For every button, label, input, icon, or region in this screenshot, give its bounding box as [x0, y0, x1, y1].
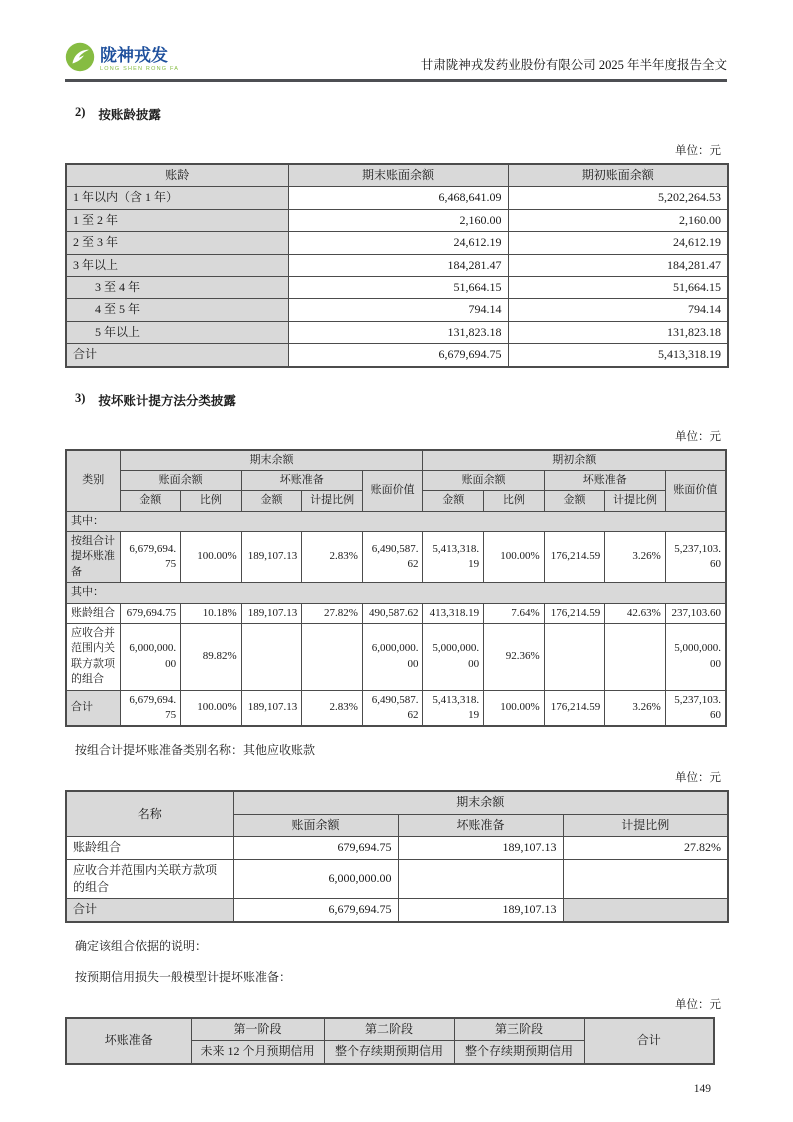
portfolio-table — [65, 790, 729, 922]
column-header: 第三阶段 — [454, 1018, 584, 1041]
table-row — [66, 532, 726, 583]
table-cell: 6,679,694.75 — [120, 532, 181, 583]
table-row — [66, 899, 728, 922]
logo-cn-text: 陇神戎发 — [100, 46, 168, 65]
logo-wordmark — [100, 47, 179, 72]
table-row — [66, 276, 728, 298]
portfolio-note: 按组合计提坏账准备类别名称：其他应收账款 — [75, 743, 316, 758]
column-header: 坏账准备 — [398, 814, 563, 836]
column-header: 整个存续期预期信用 — [454, 1041, 584, 1064]
table-row — [66, 232, 728, 254]
table-cell: 27.82% — [563, 837, 728, 859]
row-label: 3 年以上 — [66, 254, 288, 276]
table-cell: 679,694.75 — [233, 837, 398, 859]
column-header: 整个存续期预期信用 — [324, 1041, 454, 1064]
section-title: 按坏账计提方法分类披露 — [98, 393, 236, 408]
table-cell: 2,160.00 — [288, 209, 508, 231]
aging-table-body — [66, 187, 728, 367]
table-cell: 7.64% — [484, 603, 545, 623]
table-cell: 42.63% — [605, 603, 666, 623]
column-header: 未来 12 个月预期信用 — [191, 1041, 324, 1064]
column-header: 计提比例 — [563, 814, 728, 836]
section-number: 2) — [75, 105, 86, 119]
table-cell: 89.82% — [181, 624, 242, 691]
table-header-row — [66, 450, 726, 471]
table-row — [66, 583, 726, 603]
table-header-row — [66, 1018, 714, 1041]
table-cell: 237,103.60 — [665, 603, 726, 623]
column-header: 第一阶段 — [191, 1018, 324, 1041]
row-label: 合计 — [66, 899, 233, 922]
unit-label: 单位：元 — [675, 430, 721, 443]
method-table — [65, 449, 727, 728]
column-header: 期末余额 — [120, 450, 423, 471]
table-cell: 6,000,000.00 — [233, 859, 398, 899]
table-cell: 6,679,694.75 — [288, 344, 508, 367]
table-cell: 2,160.00 — [508, 209, 728, 231]
table-cell: 189,107.13 — [241, 532, 302, 583]
table-cell: 24,612.19 — [508, 232, 728, 254]
row-label: 5 年以上 — [66, 321, 288, 343]
row-label: 1 至 2 年 — [66, 209, 288, 231]
table-cell: 184,281.47 — [508, 254, 728, 276]
table-row — [66, 344, 728, 367]
column-header: 比例 — [484, 491, 545, 511]
column-header: 坏账准备 — [241, 470, 362, 490]
column-header: 金额 — [241, 491, 302, 511]
table-cell: 6,490,587.62 — [362, 690, 423, 726]
table-cell: 5,237,103.60 — [665, 690, 726, 726]
table-cell — [398, 859, 563, 899]
table-cell: 5,237,103.60 — [665, 532, 726, 583]
table-row — [66, 254, 728, 276]
column-header: 计提比例 — [605, 491, 666, 511]
column-header: 第二阶段 — [324, 1018, 454, 1041]
column-header: 期末账面余额 — [288, 164, 508, 187]
portfolio-table-body — [66, 837, 728, 922]
column-header: 账面余额 — [120, 470, 241, 490]
row-label: 按组合计提坏账准备 — [66, 532, 120, 583]
column-header: 坏账准备 — [544, 470, 665, 490]
table-row — [66, 511, 726, 531]
table-header-row — [66, 470, 726, 490]
column-header: 合计 — [584, 1018, 714, 1064]
ecl-note: 按预期信用损失一般模型计提坏账准备： — [75, 969, 292, 984]
stage-table — [65, 1017, 715, 1065]
column-header: 金额 — [423, 491, 484, 511]
table-cell — [241, 624, 302, 691]
table-cell: 189,107.13 — [241, 690, 302, 726]
table-cell: 176,214.59 — [544, 603, 605, 623]
table-cell: 189,107.13 — [241, 603, 302, 623]
row-label: 1 年以内（含 1 年） — [66, 187, 288, 209]
table-row — [66, 859, 728, 899]
table-cell: 100.00% — [484, 532, 545, 583]
table-cell: 6,468,641.09 — [288, 187, 508, 209]
table-cell: 92.36% — [484, 624, 545, 691]
table-row — [66, 690, 726, 726]
method-table-body — [66, 511, 726, 726]
header-rule — [65, 79, 727, 82]
page-header — [65, 0, 727, 77]
table-cell: 5,202,264.53 — [508, 187, 728, 209]
row-label: 2 至 3 年 — [66, 232, 288, 254]
table-row — [66, 603, 726, 623]
column-header: 期初账面余额 — [508, 164, 728, 187]
page-number: 149 — [693, 1082, 711, 1095]
column-header: 账龄 — [66, 164, 288, 187]
table-cell: 51,664.15 — [508, 276, 728, 298]
table-cell: 5,413,318.19 — [508, 344, 728, 367]
column-header: 期末余额 — [233, 791, 728, 814]
table-cell: 176,214.59 — [544, 690, 605, 726]
table-cell — [563, 899, 728, 922]
column-header: 坏账准备 — [66, 1018, 191, 1064]
table-cell: 3.26% — [605, 690, 666, 726]
table-header-row — [66, 791, 728, 814]
column-header: 类别 — [66, 450, 120, 512]
table-cell: 6,679,694.75 — [233, 899, 398, 922]
table-cell: 6,679,694.75 — [120, 690, 181, 726]
table-row — [66, 299, 728, 321]
table-row — [66, 187, 728, 209]
table-cell: 5,413,318.19 — [423, 690, 484, 726]
table-cell: 5,000,000.00 — [665, 624, 726, 691]
table-cell: 189,107.13 — [398, 899, 563, 922]
table-cell: 5,000,000.00 — [423, 624, 484, 691]
table-cell: 176,214.59 — [544, 532, 605, 583]
table-cell: 2.83% — [302, 690, 363, 726]
table-cell: 100.00% — [181, 690, 242, 726]
row-label: 账龄组合 — [66, 837, 233, 859]
table-header-row — [66, 164, 728, 187]
table-cell: 679,694.75 — [120, 603, 181, 623]
table-cell: 3.26% — [605, 532, 666, 583]
column-header: 金额 — [120, 491, 181, 511]
row-label: 应收合并范围内关联方款项的组合 — [66, 859, 233, 899]
row-label: 4 至 5 年 — [66, 299, 288, 321]
table-cell: 2.83% — [302, 532, 363, 583]
column-header: 名称 — [66, 791, 233, 836]
table-cell: 794.14 — [508, 299, 728, 321]
table-row — [66, 321, 728, 343]
section-number: 3) — [75, 390, 86, 405]
table-cell: 184,281.47 — [288, 254, 508, 276]
company-logo — [65, 42, 179, 77]
row-label: 应收合并范围内关联方款项的组合 — [66, 624, 120, 691]
table-cell — [544, 624, 605, 691]
table-cell: 24,612.19 — [288, 232, 508, 254]
section-method-heading — [75, 391, 727, 409]
table-cell: 189,107.13 — [398, 837, 563, 859]
table-cell: 490,587.62 — [362, 603, 423, 623]
table-cell: 27.82% — [302, 603, 363, 623]
document-title: 甘肃陇神戎发药业股份有限公司 2025 年半年度报告全文 — [420, 58, 727, 72]
column-header: 账面价值 — [665, 470, 726, 511]
row-label: 合计 — [66, 344, 288, 367]
section-row-label: 其中： — [66, 583, 726, 603]
table-cell: 10.18% — [181, 603, 242, 623]
aging-table — [65, 163, 729, 368]
table-cell: 794.14 — [288, 299, 508, 321]
section-aging-heading — [75, 105, 727, 123]
unit-label: 单位：元 — [675, 145, 721, 157]
table-cell: 131,823.18 — [288, 321, 508, 343]
table-cell — [563, 859, 728, 899]
column-header: 金额 — [544, 491, 605, 511]
column-header: 计提比例 — [302, 491, 363, 511]
table-cell: 131,823.18 — [508, 321, 728, 343]
table-cell: 100.00% — [484, 690, 545, 726]
table-cell: 6,000,000.00 — [120, 624, 181, 691]
logo-en-text: LONG SHEN RONG FA — [100, 66, 180, 72]
section-title: 按账龄披露 — [98, 108, 161, 122]
unit-label: 单位：元 — [675, 998, 721, 1011]
column-header: 账面余额 — [423, 470, 544, 490]
logo-bird-icon — [65, 42, 95, 77]
table-cell: 6,490,587.62 — [362, 532, 423, 583]
row-label: 账龄组合 — [66, 603, 120, 623]
column-header: 账面价值 — [362, 470, 423, 511]
column-header: 账面余额 — [233, 814, 398, 836]
row-label: 合计 — [66, 690, 120, 726]
table-row — [66, 624, 726, 691]
table-cell: 413,318.19 — [423, 603, 484, 623]
table-row — [66, 209, 728, 231]
table-cell — [302, 624, 363, 691]
column-header: 期初余额 — [423, 450, 726, 471]
column-header: 比例 — [181, 491, 242, 511]
table-cell: 51,664.15 — [288, 276, 508, 298]
basis-note: 确定该组合依据的说明： — [75, 938, 208, 953]
table-row — [66, 837, 728, 859]
row-label: 3 至 4 年 — [66, 276, 288, 298]
unit-label: 单位：元 — [675, 772, 721, 785]
table-cell: 100.00% — [181, 532, 242, 583]
table-cell — [605, 624, 666, 691]
table-cell: 5,413,318.19 — [423, 532, 484, 583]
section-row-label: 其中： — [66, 511, 726, 531]
table-cell: 6,000,000.00 — [362, 624, 423, 691]
